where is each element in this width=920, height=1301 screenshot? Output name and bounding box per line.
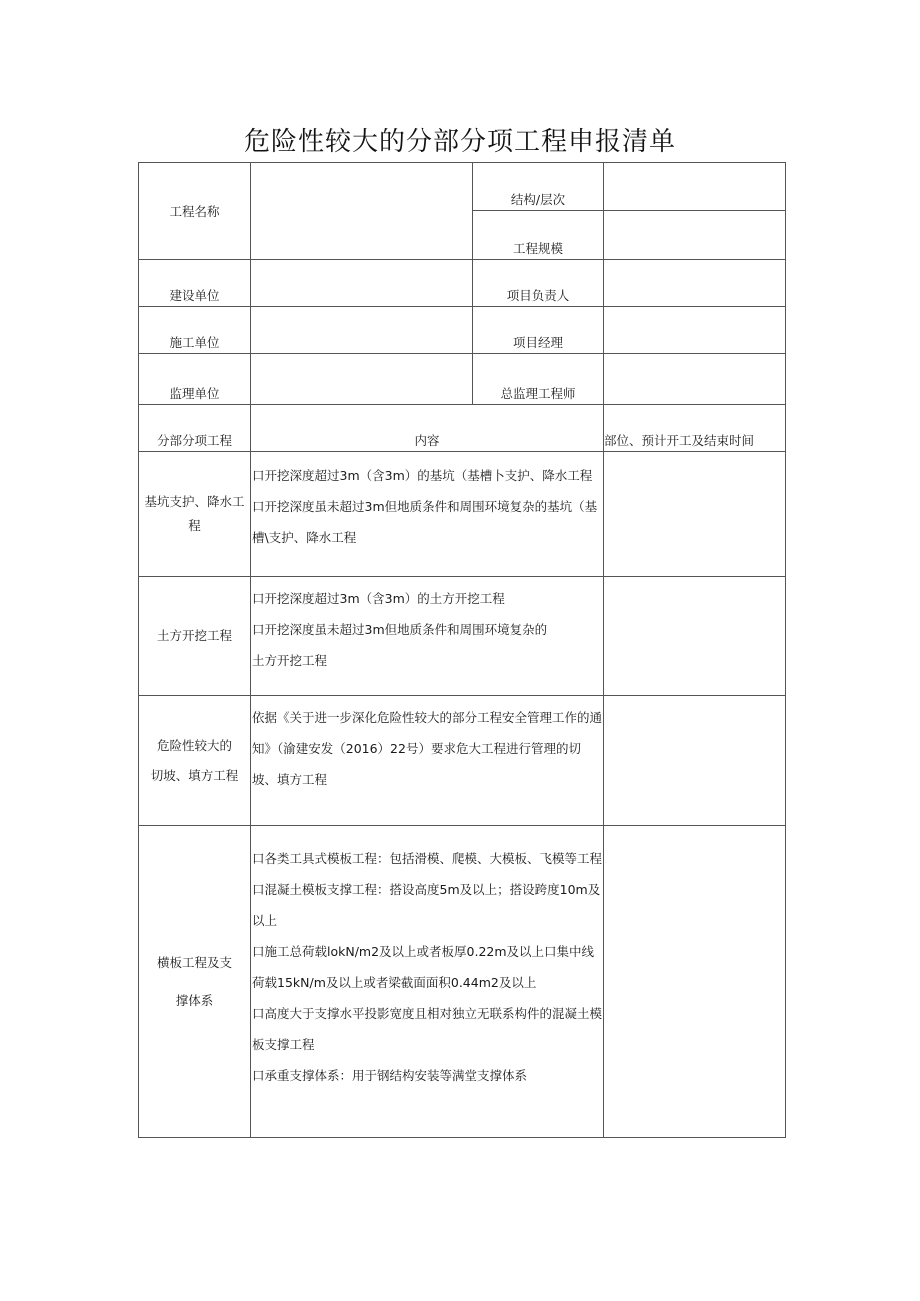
section-category-line: 危险性较大的 [156, 737, 232, 753]
declaration-form-table [138, 162, 786, 1138]
structure-label: 结构/层次 [473, 163, 604, 211]
scale-label: 工程规模 [473, 211, 604, 260]
chief-supervisor-field[interactable] [604, 354, 786, 405]
section-item: 土方开挖工程 [252, 653, 328, 668]
project-manager-field[interactable] [604, 307, 786, 354]
contractor-label: 施工单位 [139, 307, 251, 354]
section-item[interactable]: 口开挖深度虽未超过3m但地质条件和周围环境复杂的基坑（基槽\支护、降水工程 [252, 499, 598, 545]
structure-field[interactable] [604, 163, 786, 211]
section-item[interactable]: 口承重支撑体系：用于钢结构安装等满堂支撑体系 [252, 1068, 528, 1083]
project-leader-field[interactable] [604, 260, 786, 307]
section-item[interactable]: 口混凝土模板支撑工程：搭设高度5m及以上；搭设跨度10m及以上 [252, 882, 601, 928]
section-row [139, 452, 786, 577]
section-row [139, 577, 786, 696]
section-row [139, 696, 786, 826]
section-time-field[interactable] [604, 696, 786, 826]
project-leader-label: 项目负责人 [473, 260, 604, 307]
contractor-field[interactable] [251, 307, 473, 354]
section-time-field[interactable] [604, 452, 786, 577]
section-time-field[interactable] [604, 826, 786, 1138]
time-column-header: 部位、预计开工及结束时间 [604, 405, 786, 452]
section-category-line: 切坡、填方工程 [150, 767, 239, 783]
section-time-field[interactable] [604, 577, 786, 696]
section-category-line: 横板工程及支 [156, 954, 232, 970]
section-category: 土方开挖工程 [139, 577, 251, 696]
section-item[interactable]: 口开挖深度虽未超过3m但地质条件和周围环境复杂的 [252, 622, 548, 637]
form-row-contractor [139, 307, 786, 354]
supervisor-label: 监理单位 [139, 354, 251, 405]
form-row-supervisor [139, 354, 786, 405]
project-name-label: 工程名称 [139, 163, 251, 260]
builder-field[interactable] [251, 260, 473, 307]
section-item[interactable]: 口高度大于支撑水平投影宽度且相对独立无联系构件的混凝土模板支撑工程 [252, 1006, 603, 1052]
section-category-line: 撑体系 [175, 992, 214, 1008]
page-title: 危险性较大的分部分项工程申报清单 [243, 127, 676, 157]
form-row-builder [139, 260, 786, 307]
section-content [251, 826, 604, 1138]
category-column-header: 分部分项工程 [139, 405, 251, 452]
section-content [251, 696, 604, 826]
section-row [139, 826, 786, 1138]
section-item[interactable]: 口各类工具式模板工程：包括滑模、爬模、大模板、飞模等工程 [252, 851, 603, 866]
column-header-row [139, 405, 786, 452]
scale-field[interactable] [604, 211, 786, 260]
supervisor-field[interactable] [251, 354, 473, 405]
section-item: 依据《关于进一步深化危险性较大的部分工程安全管理工作的通知》（渝建安发（2016）22号）要求危大工程进行管理的切坡、填方工程 [252, 710, 603, 787]
section-category [139, 826, 251, 1138]
builder-label: 建设单位 [139, 260, 251, 307]
section-item[interactable]: 口开挖深度超过3m（含3m）的土方开挖工程 [252, 591, 505, 606]
section-item[interactable]: 口开挖深度超过3m（含3m）的基坑（基槽卜支护、降水工程 [252, 468, 593, 483]
section-content [251, 452, 604, 577]
content-column-header: 内容 [251, 405, 604, 452]
section-category [139, 696, 251, 826]
section-item[interactable]: 口施工总荷载lokN/m2及以上或者板厚0.22m及以上口集中线荷载15kN/m及以上或者梁截面面积0.44m2及以上 [252, 944, 595, 990]
project-name-field[interactable] [251, 163, 473, 260]
section-content [251, 577, 604, 696]
chief-supervisor-label: 总监理工程师 [473, 354, 604, 405]
form-row-project-name [139, 163, 786, 211]
project-manager-label: 项目经理 [473, 307, 604, 354]
section-category: 基坑支护、降水工程 [139, 452, 251, 577]
